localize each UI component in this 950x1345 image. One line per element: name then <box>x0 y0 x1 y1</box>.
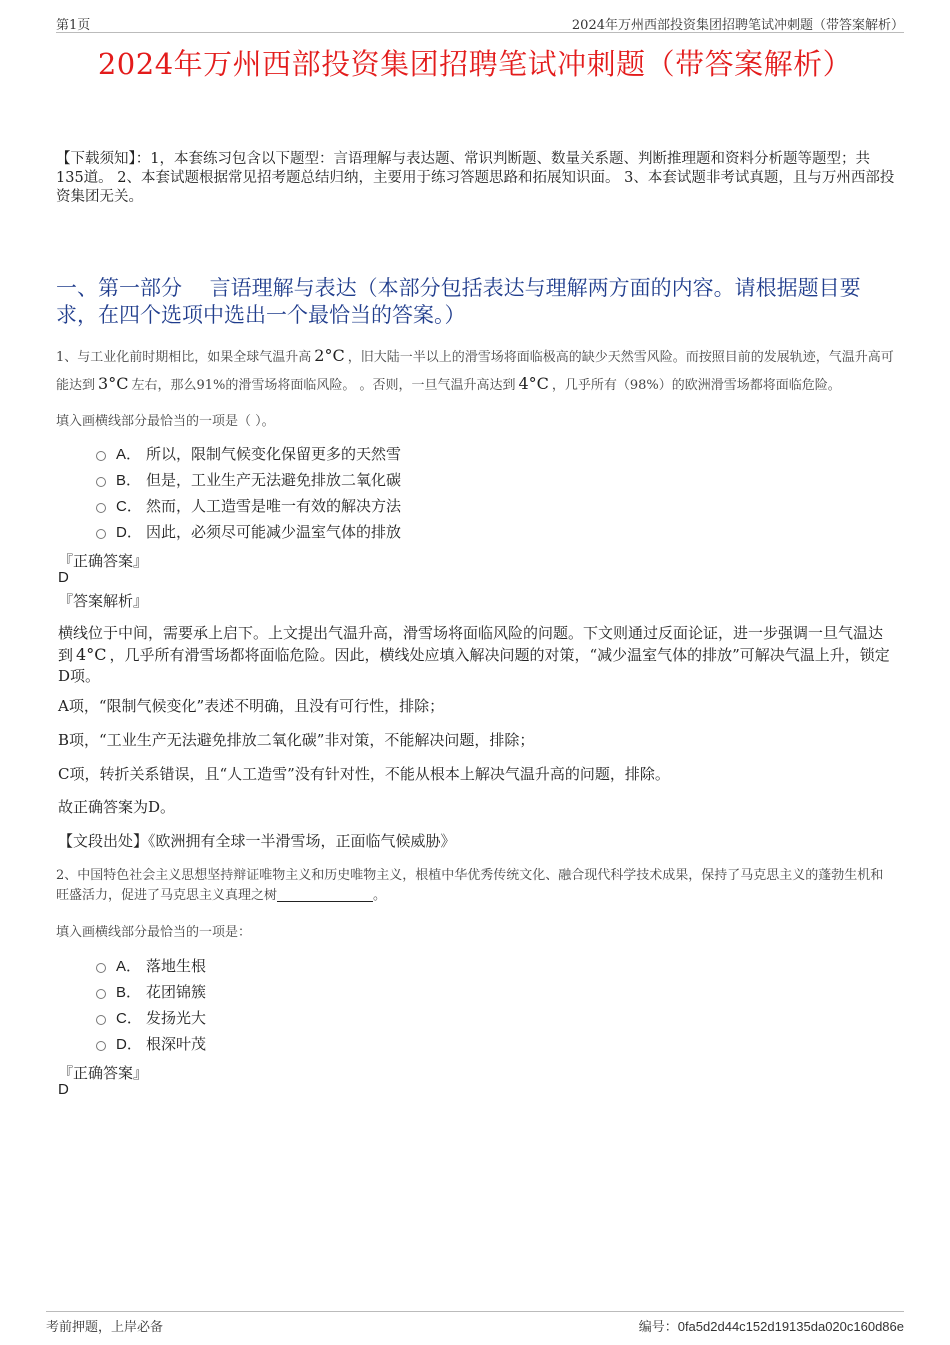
option-d[interactable]: D． 因此，必须尽可能减少温室气体的排放 <box>96 518 401 544</box>
footer-slogan: 考前押题，上岸必备 <box>46 1320 164 1335</box>
answer-blank <box>277 889 373 902</box>
radio-icon[interactable] <box>96 529 106 539</box>
document-title: 2024年万州西部投资集团招聘笔试冲刺题（带答案解析） <box>97 47 853 81</box>
page-header <box>56 14 904 33</box>
question-2-options <box>96 952 206 1056</box>
question-1-text: 1、与工业化前时期相比，如果全球气温升高 2°C ，旧大陆一半以上的滑雪场将面临极高的缺少天然雪风险。而按照目前的发展轨迹，气温升高可能达到 3°C 左右，那么91%的滑雪场将面临风险。 。否则，一旦气温升高达到 4°C ，几乎所有（98%）的欧洲滑雪场都将面临危险。 <box>56 346 894 393</box>
temperature-3c: 3°C <box>98 374 129 393</box>
explanation-c: C项，转折关系错误，且“人工造雪”没有针对性，不能从根本上解决气温升高的问题，排除。 <box>58 765 670 783</box>
radio-icon[interactable] <box>96 451 106 461</box>
answer-value: D <box>58 1081 69 1098</box>
header-doc-title: 2024年万州西部投资集团招聘笔试冲刺题（带答案解析） <box>571 18 904 33</box>
radio-icon[interactable] <box>96 477 106 487</box>
radio-icon[interactable] <box>96 1015 106 1025</box>
download-notice: 【下载须知】：1，本套练习包含以下题型：言语理解与表达题、常识判断题、数量关系题、判断推理题和资料分析题等题型；共135道。 2、本套试题根据常见招考题总结归纳，主要用于练习答题思路和拓展知识面。 3、本套试题非考试真题，且与万州西部投资集团无关。 <box>56 151 895 205</box>
temperature-2c: 2°C <box>314 346 345 365</box>
answer-label: 『正确答案』 <box>58 552 149 570</box>
explanation-b: B项，“工业生产无法避免排放二氧化碳”非对策，不能解决问题，排除； <box>58 731 535 749</box>
answer-value: D <box>58 569 69 586</box>
temperature-4c: 4°C <box>518 374 549 393</box>
option-b[interactable]: B． 但是，工业生产无法避免排放二氧化碳 <box>96 466 401 492</box>
section-heading: 一、第一部分 言语理解与表达（本部分包括表达与理解两方面的内容。请根据题目要求，在四个选项中选出一个最恰当的答案。） <box>56 276 861 327</box>
explanation-a: A项，“限制气候变化”表述不明确，且没有可行性，排除； <box>58 697 445 715</box>
radio-icon[interactable] <box>96 503 106 513</box>
question-1-prompt: 填入画横线部分最恰当的一项是（ ）。 <box>56 414 275 429</box>
analysis-label: 『答案解析』 <box>58 592 149 610</box>
option-a[interactable]: A． 所以，限制气候变化保留更多的天然雪 <box>96 440 401 466</box>
analysis-text: 横线位于中间，需要承上启下。上文提出气温升高，滑雪场将面临风险的问题。下文则通过反面论证，进一步强调一旦气温达到 4°C ，几乎所有滑雪场都将面临危险。因此，横线处应填入解决问题的对策，“减少温室气体的排放”可解决气温上升，锁定D项。 <box>58 624 890 685</box>
temperature-4c: 4°C <box>76 645 107 664</box>
question-2-text: 2、中国特色社会主义思想坚持辩证唯物主义和历史唯物主义，根植中华优秀传统文化、融合现代科学技术成果，保持了马克思主义的蓬勃生机和旺盛活力，促进了马克思主义真理之树 。 <box>56 868 884 903</box>
source: 【文段出处】《欧洲拥有全球一半滑雪场，正面临气候威胁》 <box>58 832 456 850</box>
footer-code: 编号：0fa5d2d44c152d19135da020c160d86e <box>638 1319 904 1335</box>
question-1-options <box>96 440 401 544</box>
page-number: 第1页 <box>56 18 91 33</box>
option-d[interactable]: D． 根深叶茂 <box>96 1030 206 1056</box>
option-c[interactable]: C． 然而，人工造雪是唯一有效的解决方法 <box>96 492 401 518</box>
radio-icon[interactable] <box>96 989 106 999</box>
option-c[interactable]: C． 发扬光大 <box>96 1004 206 1030</box>
footer-divider <box>46 1311 904 1312</box>
radio-icon[interactable] <box>96 1041 106 1051</box>
answer-label: 『正确答案』 <box>58 1064 149 1082</box>
question-2-prompt: 填入画横线部分最恰当的一项是： <box>56 925 252 940</box>
option-a[interactable]: A． 落地生根 <box>96 952 206 978</box>
conclusion: 故正确答案为D。 <box>58 798 176 816</box>
radio-icon[interactable] <box>96 963 106 973</box>
option-b[interactable]: B． 花团锦簇 <box>96 978 206 1004</box>
